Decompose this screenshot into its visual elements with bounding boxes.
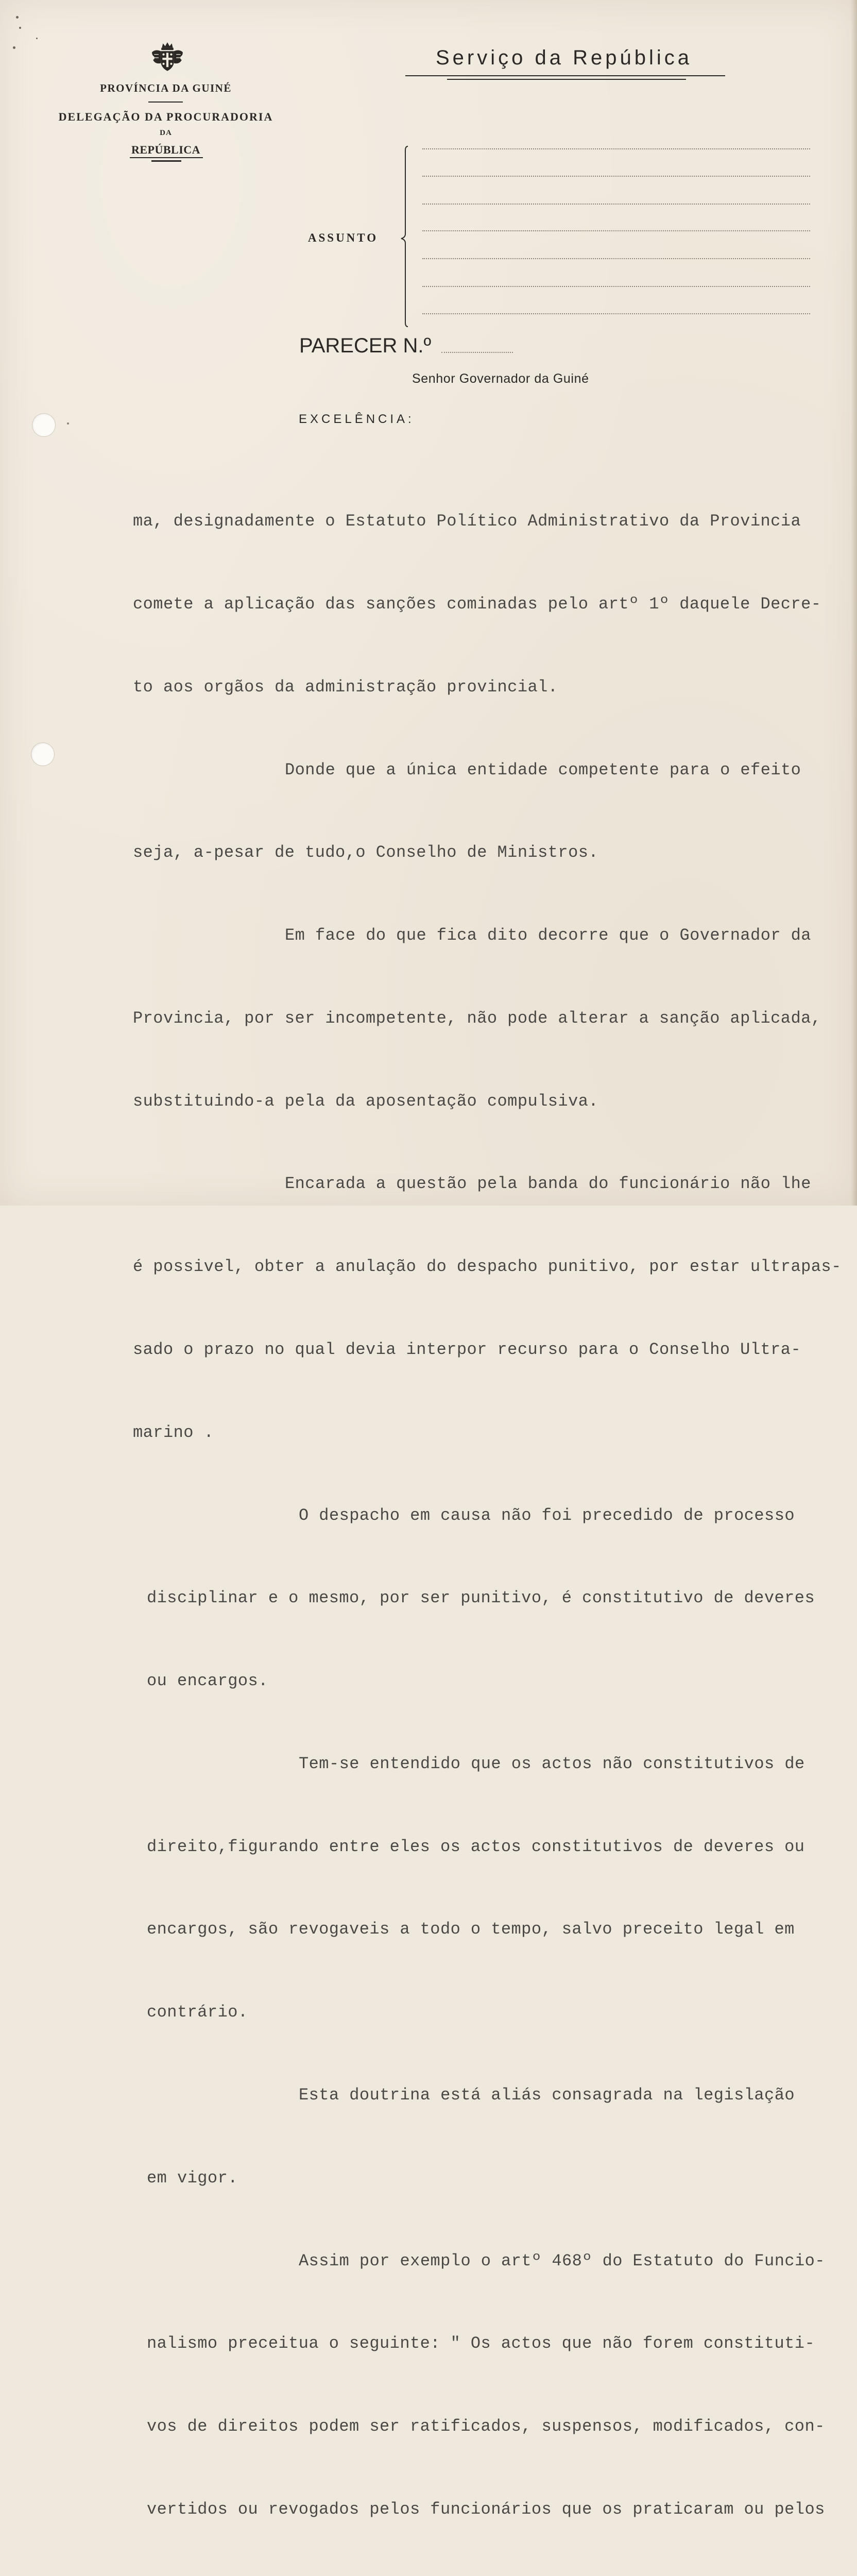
opinion-number-label: PARECER N.º xyxy=(299,334,432,357)
body-line: em vigor. xyxy=(147,2168,238,2188)
delegation-da: DA xyxy=(160,129,172,137)
body-line: sado o prazo no qual devia interpor recurso para o Conselho Ultra- xyxy=(133,1340,801,1359)
body-line: é possivel, obter a anulação do despacho punitivo, por estar ultrapas- xyxy=(133,1257,842,1277)
province-name: PROVÍNCIA DA GUINÉ xyxy=(100,82,232,94)
divider xyxy=(148,101,183,103)
body-line: O despacho em causa não foi precedido de processo xyxy=(299,1505,795,1525)
service-title: Serviço da República xyxy=(436,46,692,69)
subject-line xyxy=(422,176,810,177)
letter-body xyxy=(0,452,857,2576)
body-line: seja, a-pesar de tudo,o Conselho de Ministros. xyxy=(133,843,599,862)
divider xyxy=(151,160,181,162)
subject-line xyxy=(422,286,810,287)
staple-mark xyxy=(16,16,19,19)
body-line: ma, designadamente o Estatuto Político Administrativo da Provincia xyxy=(133,512,801,531)
subject-line xyxy=(422,204,810,205)
body-line: Assim por exemplo o artº 468º do Estatuto do Funcio- xyxy=(299,2251,825,2270)
body-line: Encarada a questão pela banda do funcionário não lhe xyxy=(285,1174,811,1194)
body-line: ou encargos. xyxy=(147,1671,268,1691)
subject-line xyxy=(422,148,810,149)
punch-hole xyxy=(32,414,55,436)
delegation-republic: REPÚBLICA xyxy=(131,143,201,156)
body-line: vos de direitos podem ser ratificados, suspensos, modificados, con- xyxy=(147,2417,825,2436)
body-line: comete a aplicação das sanções cominadas pelo artº 1º daquele Decre- xyxy=(133,594,821,614)
body-line: direito,figurando entre eles os actos constitutivos de deveres ou xyxy=(147,1837,805,1856)
title-underline xyxy=(447,79,686,80)
staple-mark xyxy=(19,27,21,29)
subject-line xyxy=(422,313,810,314)
body-line: Em face do que fica dito decorre que o Governador da xyxy=(285,926,811,945)
subject-line xyxy=(422,258,810,259)
title-underline xyxy=(405,75,725,76)
body-line: nalismo preceitua o seguinte: " Os actos que não forem constituti- xyxy=(147,2334,815,2353)
body-line: vertidos ou revogados pelos funcionários que os praticaram ou pelos xyxy=(147,2499,825,2519)
paper-speck xyxy=(67,422,69,425)
body-line: Donde que a única entidade competente para o efeito xyxy=(285,760,801,779)
divider xyxy=(130,157,203,158)
body-line: to aos orgãos da administração provincial. xyxy=(133,677,558,697)
body-line: Provincia, por ser incompetente, não pode alterar a sanção aplicada, xyxy=(133,1008,821,1028)
staple-mark xyxy=(13,46,15,49)
salutation: EXCELÊNCIA: xyxy=(299,412,415,426)
body-line: contrário. xyxy=(147,2003,248,2022)
subject-line xyxy=(422,230,810,231)
opinion-number-line xyxy=(441,352,513,353)
delegation-name: DELEGAÇÃO DA PROCURADORIA xyxy=(58,110,273,123)
subject-label: ASSUNTO xyxy=(307,231,379,244)
body-line: encargos, são revogaveis a todo o tempo, salvo preceito legal em xyxy=(147,1920,795,1939)
coat-of-arms-icon xyxy=(149,41,185,73)
body-line: Esta doutrina está aliás consagrada na legislação xyxy=(299,2086,795,2105)
staple-mark xyxy=(36,38,38,39)
body-line: substituindo-a pela da aposentação compulsiva. xyxy=(133,1091,599,1111)
brace-icon xyxy=(397,144,413,330)
body-line: disciplinar e o mesmo, por ser punitivo, é constitutivo de deveres xyxy=(147,1588,815,1608)
body-line: Tem-se entendido que os actos não constitutivos de xyxy=(299,1754,805,1773)
body-line: marino . xyxy=(133,1422,214,1442)
addressee: Senhor Governador da Guiné xyxy=(412,371,589,386)
